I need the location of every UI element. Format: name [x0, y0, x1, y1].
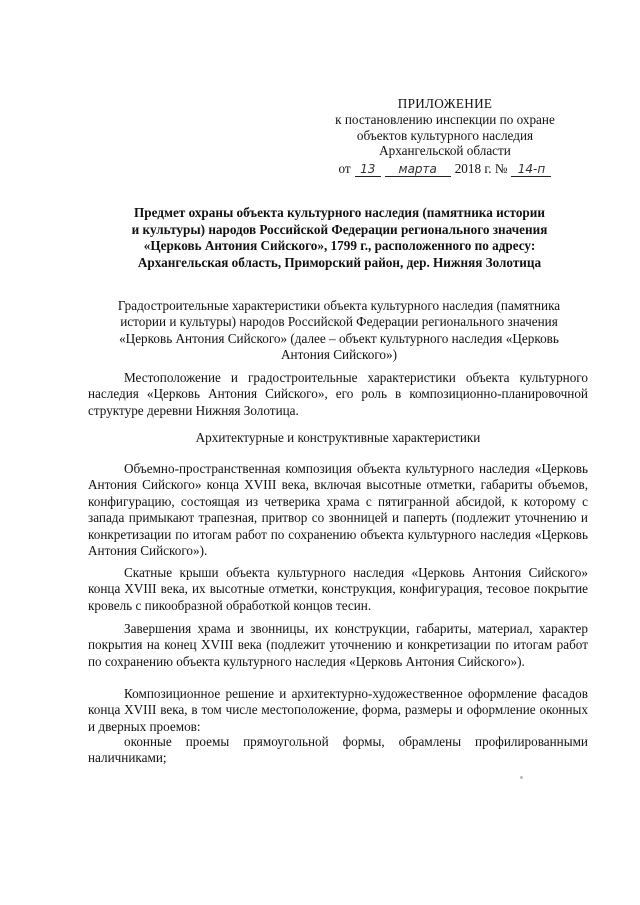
handwritten-month: марта [385, 162, 451, 177]
paragraph-facades: Композиционное решение и архитектурно-художественное оформление фасадов конца XVIII века, в том числе местоположение, форма, размеры и оформление оконных и дверных проемов: [88, 686, 588, 734]
title-line: Предмет охраны объекта культурного наследия (памятника истории [134, 205, 545, 220]
appendix-line: Архангельской области [379, 143, 511, 159]
section-architecture-heading: Архитектурные и конструктивные характеристики [195, 430, 481, 445]
section-line: «Церковь Антония Сийского» (далее – объект культурного наследия «Церковь [119, 330, 559, 346]
paragraph-volume-composition: Объемно-пространственная композиция объекта культурного наследия «Церковь Антония Сийского» конца XVIII века, включая высотные отметки, габариты объемов, конфигурацию, состоящая из четверика храма с пятигранной абсидой, к которому с запада примыкают трапезная, притвор со звонницей и паперть (подлежит уточнению и конкретизации по итогам работ по сохранению объекта культурного наследия «Церковь Антония Сийского»). [88, 461, 588, 559]
appendix-line: к постановлению инспекции по охране [335, 111, 555, 127]
appendix-line: объектов культурного наследия [356, 127, 534, 143]
section-line: истории и культуры) народов Российской Федерации регионального значения [120, 314, 558, 330]
appendix-block [300, 96, 590, 177]
title-line: и культуры) народов Российской Федерации регионального значения [131, 221, 548, 237]
resolution-date-line [300, 161, 590, 177]
handwritten-number: 14-п [511, 162, 551, 177]
paragraph-location: Местоположение и градостроительные характеристики объекта культурного наследия «Церковь Антония Сийского», его роль в композиционно-планировочной структуре деревни Нижняя Золотица. [88, 370, 588, 418]
paragraph-windows: оконные проемы прямоугольной формы, обрамлены профилированными наличниками; [88, 734, 588, 766]
appendix-heading: ПРИЛОЖЕНИЕ [397, 96, 493, 111]
title-line: «Церковь Антония Сийского», 1799 г., расположенного по адресу: [143, 238, 536, 254]
section-urban-heading [84, 298, 594, 364]
paragraph-roofs: Скатные крыши объекта культурного наследия «Церковь Антония Сийского» конца XVIII века, их высотные отметки, конструкция, конфигурация, тесовое покрытие кровель с пикообразной обработкой концов тесин. [88, 565, 588, 613]
section-line: Градостроительные характеристики объекта культурного наследия (памятника [117, 298, 561, 313]
section-line: Антония Сийского») [281, 347, 397, 363]
document-title [92, 205, 587, 271]
scan-speck [520, 776, 523, 779]
from-label: от [338, 161, 351, 177]
title-line: Архангельская область, Приморский район, дер. Нижняя Золотица [137, 254, 542, 270]
paragraph-finials: Завершения храма и звонницы, их конструкции, габариты, материал, характер покрытия на конец XVIII века (подлежит уточнению и конкретизации по итогам работ по сохранению объекта культурного наследия «Церковь Антония Сийского»). [88, 621, 588, 669]
year-label: 2018 г. № [454, 161, 508, 177]
handwritten-day: 13 [355, 162, 381, 177]
